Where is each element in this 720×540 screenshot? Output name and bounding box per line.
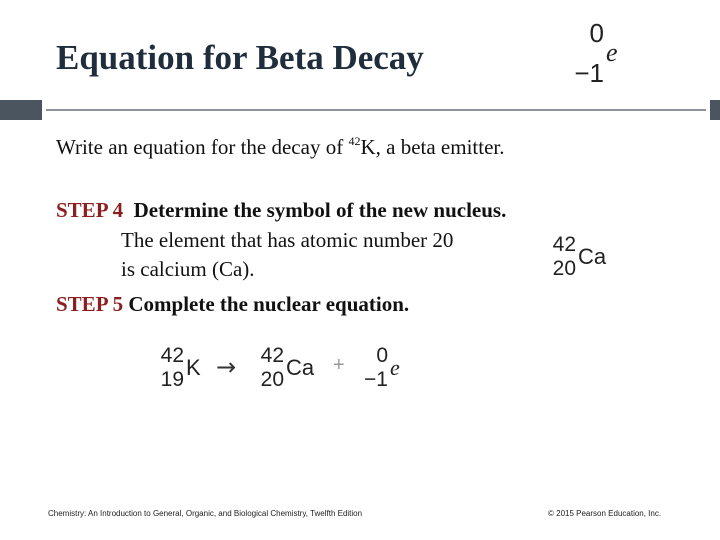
step-4-instruction: Determine the symbol of the new nucleus. — [133, 198, 507, 222]
intro-superscript: 42 — [348, 134, 361, 148]
equation-product — [260, 344, 315, 391]
element-symbol: Ca — [578, 244, 607, 269]
step-4-line-1: The element that has atomic number 20 — [121, 228, 454, 252]
divider-block-right — [710, 100, 720, 120]
atomic-number: −1 — [574, 58, 604, 88]
atomic-number: 19 — [160, 368, 184, 391]
step-4-heading — [56, 198, 506, 223]
step-5-heading — [56, 292, 409, 317]
beta-particle-symbol — [574, 18, 618, 88]
atomic-number: −1 — [364, 368, 388, 391]
element-symbol: e — [606, 38, 618, 67]
atomic-number: 20 — [260, 368, 284, 391]
mass-number: 0 — [376, 344, 388, 367]
intro-text-before: Write an equation for the decay of — [56, 135, 349, 159]
divider-line — [46, 109, 706, 111]
mass-number: 42 — [260, 344, 284, 367]
calcium-nuclide — [552, 233, 607, 280]
intro-text-after: K, a beta emitter. — [360, 135, 505, 159]
mass-number: 0 — [589, 18, 604, 48]
slide-title: Equation for Beta Decay — [56, 38, 424, 77]
element-symbol: Ca — [286, 355, 315, 380]
mass-number: 42 — [552, 233, 576, 256]
step-5-instruction: Complete the nuclear equation. — [128, 292, 410, 316]
equation-reactant — [160, 344, 201, 391]
step-5-label: STEP 5 — [56, 292, 124, 316]
step-4-label: STEP 4 — [56, 198, 124, 222]
plus-sign: + — [333, 354, 345, 376]
footer-book-title: Chemistry: An Introduction to General, Organic, and Biological Chemistry, Twelfth Edition — [48, 509, 363, 518]
divider-block-left — [0, 100, 42, 120]
equation-beta-particle — [364, 344, 400, 391]
atomic-number: 20 — [552, 257, 576, 280]
element-symbol: K — [186, 355, 201, 380]
footer-copyright: © 2015 Pearson Education, Inc. — [548, 509, 662, 518]
reaction-arrow-icon: → — [216, 353, 237, 381]
element-symbol: e — [390, 355, 400, 380]
step-4-line-2: is calcium (Ca). — [121, 257, 255, 281]
mass-number: 42 — [160, 344, 184, 367]
intro-text — [56, 134, 504, 160]
